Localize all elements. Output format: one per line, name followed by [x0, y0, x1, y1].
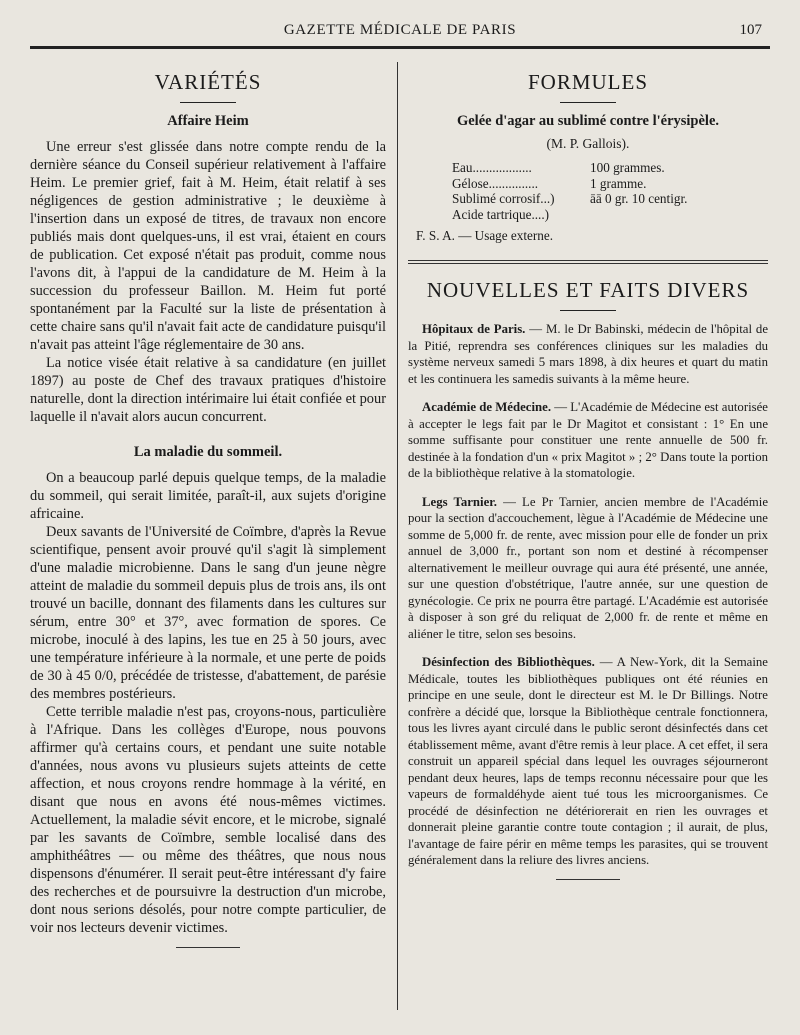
spacer [408, 642, 768, 654]
paragraph: Deux savants de l'Université de Coïmbre, d'après la Revue scientifique, pensent avoir prouvé qu'il s'agit là simplement d'une maladie microbienne. Dans le sang d'un jeune nègre atteint de maladie du sommeil depuis plus de trois ans, ils ont trouvé un bacille, donnant des filaments dans les cultures sur sérum, entre 30° et 37°, avec formation de spores. Ce microbe, inoculé à des lapins, les tue en 25 à 50 jours, avec une température inférieure à la normale, et une perte de poids de 30 à 45 0/0, précédée de tristesse, d'abattement, de parésie des membres postérieurs. [30, 524, 386, 702]
recipe-row [452, 207, 752, 223]
section-title-varietes: VARIÉTÉS [154, 70, 262, 94]
paragraph: Cette terrible maladie n'est pas, croyons-nous, particulière à l'Afrique. Dans les collèges d'Europe, nous pouvons affirmer qu'à certains cours, et pendant une suite notable d'années, nous avons vu plusieurs sujets atteints de cette affection, et nous croyons rendre hommage à la vérité, en disant que nous en avons été nous-mêmes victimes. Actuellement, la maladie sévit encore, et le microbe, signalé par les savants de Coïmbre, semble localisé dans des amphithéâtres — ou même des théâtres, que nous nous dispensons d'énumérer. Il serait peut-être intéressant d'y faire des recherches et de poursuivre la destruction d'un microbe, dont nous serions désolés, pour notre compte particulier, de voir nos lecteurs devenir victimes. [30, 704, 386, 936]
article-title: La maladie du sommeil. [133, 444, 283, 460]
title-rule [560, 102, 616, 103]
news-lead: Legs Tarnier. [422, 494, 497, 509]
page-number: 107 [739, 22, 762, 38]
news-item [408, 654, 768, 869]
article-title: Affaire Heim [167, 113, 249, 129]
section-divider [408, 260, 768, 264]
news-item [408, 399, 768, 482]
left-column [30, 60, 386, 948]
article-maladie-du-sommeil [30, 444, 386, 937]
recipe-row [452, 176, 752, 192]
title-rule [560, 310, 616, 311]
news-lead: Désinfection des Bibliothèques. [422, 655, 595, 669]
ingredient-quantity [590, 207, 750, 223]
ingredient-name: Sublimé corrosif...) [452, 191, 555, 206]
right-column [408, 60, 768, 880]
spacer [408, 482, 768, 494]
ingredient-name: Acide tartrique....) [452, 206, 550, 222]
column-divider [397, 62, 398, 1010]
news-text: — Le Pr Tarnier, ancien membre de l'Académie pour la section d'accouchement, lègue à l'Académie de Médecine une somme de 5,000 fr. de rente, avec mission pour elle de fonder un prix annuel de 3,000 fr., portant son nom et destiné à récompenser alternativement le meilleur ouvrage qui aura été présenté, une année, sur une question d'obstétrique, l'autre année, sur une question de gynécologie. Ce prix ne pourra être partagé. L'Académie est autorisée à disposer à son gré du reliquat de 2,000 fr. de rente et même en aliéner le titre, selon ses besoins. [408, 494, 768, 641]
news-lead: Hôpitaux de Paris. [422, 322, 526, 336]
paragraph: On a beaucoup parlé depuis quelque temps, de la maladie du sommeil, qui serait limitée, paraît-il, aux sujets d'origine africaine. [30, 470, 386, 522]
news-item [408, 321, 768, 387]
recipe-title: Gelée d'agar au sublimé contre l'érysipèle. [456, 113, 720, 129]
news-text: — L'Académie de Médecine est autorisée à accepter le legs fait par le Dr Magitot et consistant : 1° En une somme suffisante pour constituer une rente annuelle de 500 fr. destinée à la fondation d'un « prix Magitot » ; 2° Dans toute la portion de la bibliothèque relative à la stomatologie. [408, 400, 768, 480]
news-text: — A New-York, dit la Semaine Médicale, toutes les bibliothèques publiques ont été réunies en principe en une seule, dont le directeur est M. le Dr Billings. Notre confrère a décidé que, lorsque la Bibliothèque centrale fonctionnera, tous les livres ayant circulé dans le public seront désinfectés dans cet établissement même, avant d'être remis à leur place. A cet effet, il sera construit un appareil spécial dans lequel les ouvrages séjourneront pendant deux heures, laps de temps reconnu nécessaire pour que les vapeurs de formaldéhyde aient tué tous les microorganismes. Ce procédé de désinfection ne détériorerait en rien les ouvrages et donnerait pleine garantie contre toute contagion ; il aurait, de plus, l'avantage de faire périr en même temps les parasites, qui se trouvent généralement dans la reliure des livres anciens. [408, 655, 768, 867]
ingredient-name: Gélose............... [452, 175, 539, 191]
title-rule [180, 102, 236, 103]
ingredient-name: Eau.................. [452, 160, 532, 175]
recipe-note: F. S. A. — Usage externe. [416, 228, 554, 243]
ingredient-quantity: āā 0 gr. 10 centigr. [590, 191, 688, 206]
recipe [408, 113, 768, 244]
news-list [408, 321, 768, 869]
section-title-formules: FORMULES [527, 70, 649, 94]
running-title: GAZETTE MÉDICALE DE PARIS [283, 22, 517, 38]
recipe-author: (M. P. Gallois). [546, 136, 630, 151]
paragraph: Une erreur s'est glissée dans notre compte rendu de la dernière séance du Conseil supérieur relativement à l'affaire Heim. Le premier grief, fait à M. Heim, était relatif à ses négligences de gestion administrative ; le deuxième à l'insertion dans un exposé de titres, de travaux non encore publiés mais dont quelques-uns, il est vrai, étaient en cours de publication. Cet exposé n'était pas produit, comme nous l'avons dit, à l'appui de la candidature de M. Heim à la succession du professeur Baillon. M. Heim fut porté spontanément par la Faculté sur la liste de présentation à cette chaire sans qu'il n'avait fait acte de candidature puisqu'il n'avait pas atteint l'âge réglementaire de 30 ans. [30, 139, 386, 353]
news-item [408, 494, 768, 643]
paragraph: La notice visée était relative à sa candidature (en juillet 1897) au poste de Chef des travaux pratiques d'histoire naturelle, dont la direction intérimaire lui était confiée et pour laquelle il n'avait alors aucun concurrent. [30, 355, 386, 425]
news-text: — M. le Dr Babinski, médecin de l'hôpital de la Pitié, reprendra ses conférences cliniques sur les maladies du système nerveux samedi 5 mars 1898, à dix heures et quart du matin et les continuera les samedis suivants à la même heure. [408, 322, 768, 386]
recipe-row [452, 191, 752, 207]
news-lead: Académie de Médecine. [422, 400, 552, 414]
running-head [30, 22, 770, 46]
spacer [408, 387, 768, 399]
spacer [30, 426, 386, 438]
end-rule [176, 947, 240, 948]
recipe-ingredients [452, 160, 752, 222]
end-rule [556, 879, 620, 880]
section-title-nouvelles: NOUVELLES ET FAITS DIVERS [426, 278, 750, 302]
article-affaire-heim [30, 113, 386, 426]
ingredient-quantity: 1 gramme. [590, 175, 647, 191]
recipe-row [452, 160, 752, 176]
header-rule [30, 46, 770, 49]
ingredient-quantity: 100 grammes. [590, 160, 665, 175]
